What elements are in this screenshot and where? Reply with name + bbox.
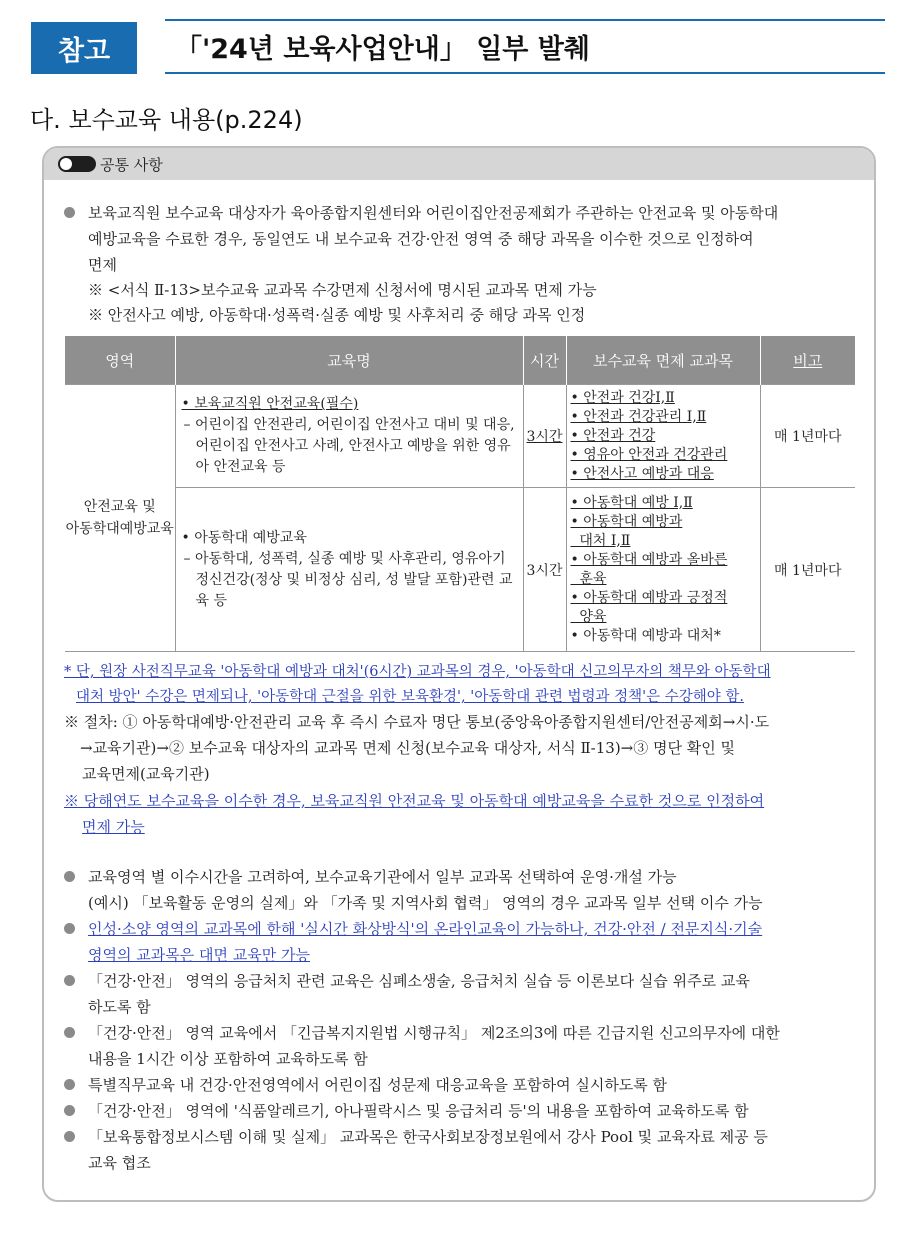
item-line: 인성·소양 영역의 교과목에 한해 '실시간 화상방식'의 온라인교육이 가능하나, 건강·안전 / 전문지식·기술 [88,920,763,938]
footnote-line: 대처 방안' 수강은 면제되나, '아동학대 근절을 위한 보육환경', '아동학대 관련 법령과 정책'은 수강해야 함. [76,689,744,705]
same-year-note: 면제 가능 [82,818,145,836]
subject-item: 양육 [570,608,607,625]
reference-tag: 참고 [31,22,137,74]
item-line: 「건강·안전」 영역의 응급처치 관련 교육은 심폐소생술, 응급처치 실습 등 이론보다 실습 위주로 교육 [88,972,750,990]
note-cell: 매 1년마다 [760,488,855,652]
subject-note: ※ 안전사고 예방, 아동학대·성폭력·실종 예방 및 사후처리 중 해당 과목 인정 [88,306,586,324]
item-line: 「보육통합정보시스템 이해 및 실제」 교과목은 한국사회보장정보원에서 강사 Pool 및 교육자료 제공 등 [88,1128,768,1146]
time-cell: 3시간 [523,385,566,488]
table-row [65,385,855,488]
bullet-icon [64,1027,75,1038]
section-title: 다. 보수교육 내용(p.224) [30,106,303,134]
subjects-cell [566,385,760,488]
subject-item: • 안전과 건강관리 Ⅰ,Ⅱ [570,408,707,425]
col-header-course: 교육명 [175,336,523,385]
item-line: (예시) 「보육활동 운영의 실제」와 「가족 및 지역사회 협력」 영역의 경우 교과목 일부 선택 이수 가능 [88,894,763,912]
subject-item: 훈육 [570,570,607,587]
subject-item: • 안전과 건강Ⅰ,Ⅱ [570,389,675,406]
area-label: 안전교육 및 [83,499,156,515]
course-title: • 아동학대 예방교육 [181,529,307,546]
subject-item: • 아동학대 예방과 대처* [570,627,721,644]
bullet-icon [64,871,75,882]
subject-item: 대처 Ⅰ,Ⅱ [570,532,631,549]
item-line: 영역의 교과목은 대면 교육만 가능 [88,946,310,964]
exemption-text-line: 보육교직원 보수교육 대상자가 육아종합지원센터와 어린이집안전공제회가 주관하는 안전교육 및 아동학대 [88,204,779,222]
exemption-text-line: 면제 [88,256,117,274]
subject-item: • 아동학대 예방 Ⅰ,Ⅱ [570,494,693,511]
bullet-icon [64,1105,75,1116]
procedure-line: →교육기관)→② 보수교육 대상자의 교과목 면제 신청(보수교육 대상자, 서식 Ⅱ-13)→③ 명단 확인 및 [80,739,736,757]
box-header [44,148,874,180]
table-row [65,488,855,652]
col-header-area: 영역 [65,336,175,385]
subject-item: • 아동학대 예방과 [570,513,683,530]
bullet-icon [64,1131,75,1142]
bullet-icon [64,1079,75,1090]
course-title: • 보육교직원 안전교육(필수) [181,396,359,412]
header-rule-bottom [165,72,885,74]
item-line: 교육영역 별 이수시간을 고려하여, 보수교육기관에서 일부 교과목 선택하여 운영·개설 가능 [88,868,677,886]
course-cell [175,385,523,488]
subject-item: • 안전사고 예방과 대응 [570,465,714,482]
time-cell: 3시간 [523,488,566,652]
item-line: 특별직무교육 내 건강·안전영역에서 어린이집 성문제 대응교육을 포함하여 실시하도록 함 [88,1076,668,1094]
bullet-icon [64,207,75,218]
subject-item: • 영유아 안전과 건강관리 [570,446,728,463]
course-cell [175,488,523,652]
item-line: 내용을 1시간 이상 포함하여 교육하도록 함 [88,1050,368,1068]
subject-item: • 아동학대 예방과 올바른 [570,551,728,568]
same-year-note: ※ 당해연도 보수교육을 이수한 경우, 보육교직원 안전교육 및 아동학대 예방교육을 수료한 것으로 인정하여 [64,792,765,810]
toggle-icon [58,156,96,172]
item-line: 교육 협조 [88,1154,151,1172]
subject-item: • 아동학대 예방과 긍정적 [570,589,728,606]
footnote-line: * 단, 원장 사전직무교육 '아동학대 예방과 대처'(6시간) 교과목의 경우, '아동학대 신고의무자의 책무와 아동학대 [64,664,771,680]
area-label: 아동학대예방교육 [65,521,174,537]
course-description: – 어린이집 안전관리, 어린이집 안전사고 대비 및 대응, 어린이집 안전사고 사례, 안전사고 예방을 위한 영유아 안전교육 등 [183,417,515,475]
subject-item: • 안전과 건강 [570,427,656,444]
bullet-icon [64,975,75,986]
area-cell [65,385,175,652]
col-header-time: 시간 [523,336,566,385]
exemption-text-line: 예방교육을 수료한 경우, 동일연도 내 보수교육 건강·안전 영역 중 해당 과목을 이수한 것으로 인정하여 [88,230,754,248]
col-header-note: 비고 [760,336,855,385]
subjects-cell [566,488,760,652]
course-description: – 아동학대, 성폭력, 실종 예방 및 사후관리, 영유아기 정신건강(정상 및 비정상 심리, 성 발달 포함)관련 교육 등 [183,550,513,609]
form-note: ※ <서식 Ⅱ-13>보수교육 교과목 수강면제 신청서에 명시된 교과목 면제 가능 [88,281,597,299]
note-cell: 매 1년마다 [760,385,855,488]
exemption-table [65,336,855,652]
procedure-line: 교육면제(교육기관) [82,765,210,783]
item-line: 「건강·안전」 영역 교육에서 「긴급복지지원법 시행규칙」 제2조의3에 따른 긴급지원 신고의무자에 대한 [88,1024,780,1042]
header-rule-top [165,19,885,21]
col-header-subjects: 보수교육 면제 교과목 [566,336,760,385]
procedure-line: ※ 절차: ① 아동학대예방·안전관리 교육 후 즉시 수료자 명단 통보(중앙육아종합지원센터/안전공제회→시·도 [64,713,770,731]
bullet-icon [64,923,75,934]
box-header-label: 공통 사항 [100,155,163,174]
document-title: 「'24년 보육사업안내」 일부 발췌 [175,34,590,65]
item-line: 하도록 함 [88,998,151,1016]
item-line: 「건강·안전」 영역에 '식품알레르기, 아나필락시스 및 응급처리 등'의 내용을 포함하여 교육하도록 함 [88,1102,749,1120]
